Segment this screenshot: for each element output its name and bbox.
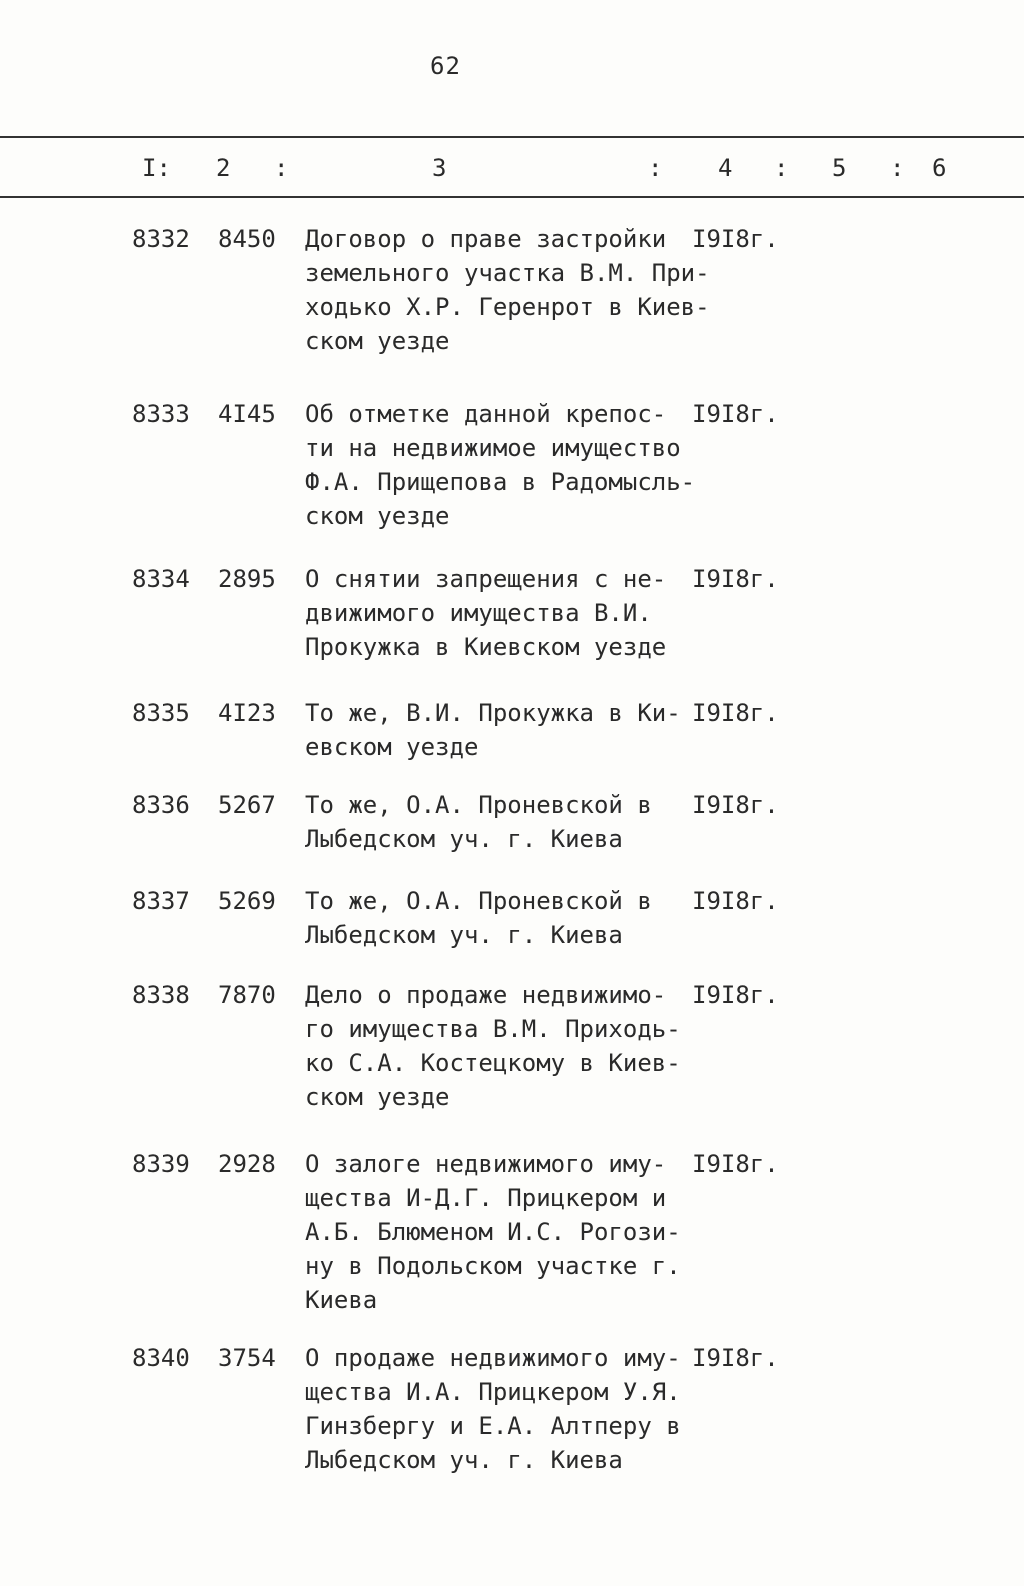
description-line: ском уезде bbox=[305, 502, 450, 530]
record-year: I9I8г. bbox=[692, 400, 779, 428]
header-sep: : bbox=[274, 154, 289, 182]
record-description bbox=[305, 1147, 695, 1317]
record-number: 8333 bbox=[132, 400, 190, 428]
description-line: ти на недвижимое имущество bbox=[305, 434, 681, 462]
description-line: Лыбедском уч. г. Киева bbox=[305, 825, 623, 853]
record-number: 8340 bbox=[132, 1344, 190, 1372]
header-sep: : bbox=[648, 154, 663, 182]
record-year: I9I8г. bbox=[692, 225, 779, 253]
record-number: 8335 bbox=[132, 699, 190, 727]
header-col6: 6 bbox=[932, 154, 947, 182]
old-record-number: 4I45 bbox=[218, 400, 276, 428]
record-number: 8339 bbox=[132, 1150, 190, 1178]
description-line: движимого имущества В.И. bbox=[305, 599, 652, 627]
record-number: 8337 bbox=[132, 887, 190, 915]
record-description bbox=[305, 562, 695, 664]
old-record-number: 8450 bbox=[218, 225, 276, 253]
record-number: 8332 bbox=[132, 225, 190, 253]
description-line: Договор о праве застройки bbox=[305, 225, 667, 253]
record-year: I9I8г. bbox=[692, 887, 779, 915]
description-line: ну в Подольском участке г. bbox=[305, 1252, 681, 1280]
record-year: I9I8г. bbox=[692, 791, 779, 819]
description-line: Лыбедском уч. г. Киева bbox=[305, 921, 623, 949]
header-sep: : bbox=[890, 154, 905, 182]
description-line: земельного участка В.М. При- bbox=[305, 259, 710, 287]
record-year: I9I8г. bbox=[692, 699, 779, 727]
header-sep: : bbox=[774, 154, 789, 182]
description-line: А.Б. Блюменом И.С. Рогози- bbox=[305, 1218, 681, 1246]
description-line: Прокужка в Киевском уезде bbox=[305, 633, 667, 661]
header-col1: I: bbox=[142, 154, 171, 182]
description-line: ском уезде bbox=[305, 1083, 450, 1111]
description-line: Гинзбергу и Е.А. Алтперу в bbox=[305, 1412, 681, 1440]
record-description bbox=[305, 978, 695, 1114]
old-record-number: 4I23 bbox=[218, 699, 276, 727]
old-record-number: 3754 bbox=[218, 1344, 276, 1372]
record-description bbox=[305, 222, 710, 358]
description-line: О залоге недвижимого иму- bbox=[305, 1150, 667, 1178]
old-record-number: 2928 bbox=[218, 1150, 276, 1178]
description-line: щества И-Д.Г. Прицкером и bbox=[305, 1184, 667, 1212]
description-line: О продаже недвижимого иму- bbox=[305, 1344, 681, 1372]
description-line: Киева bbox=[305, 1286, 378, 1314]
header-top-rule bbox=[0, 136, 1024, 138]
header-col3: 3 bbox=[432, 154, 447, 182]
record-number: 8336 bbox=[132, 791, 190, 819]
description-line: ском уезде bbox=[305, 327, 450, 355]
old-record-number: 5269 bbox=[218, 887, 276, 915]
record-year: I9I8г. bbox=[692, 981, 779, 1009]
record-year: I9I8г. bbox=[692, 565, 779, 593]
record-number: 8334 bbox=[132, 565, 190, 593]
page-number: 62 bbox=[430, 52, 461, 80]
old-record-number: 7870 bbox=[218, 981, 276, 1009]
description-line: Дело о продаже недвижимо- bbox=[305, 981, 667, 1009]
description-line: ко С.А. Костецкому в Киев- bbox=[305, 1049, 681, 1077]
header-col5: 5 bbox=[832, 154, 847, 182]
description-line: щества И.А. Прицкером У.Я. bbox=[305, 1378, 681, 1406]
record-description bbox=[305, 884, 695, 952]
description-line: Лыбедском уч. г. Киева bbox=[305, 1446, 623, 1474]
header-col2: 2 bbox=[216, 154, 231, 182]
record-description bbox=[305, 1341, 695, 1477]
header-bottom-rule bbox=[0, 196, 1024, 198]
description-line: евском уезде bbox=[305, 733, 479, 761]
old-record-number: 2895 bbox=[218, 565, 276, 593]
description-line: го имущества В.М. Приходь- bbox=[305, 1015, 681, 1043]
description-line: То же, О.А. Проневской в bbox=[305, 791, 652, 819]
description-line: О снятии запрещения с не- bbox=[305, 565, 667, 593]
description-line: То же, О.А. Проневской в bbox=[305, 887, 652, 915]
description-line: Ф.А. Прищепова в Радомысль- bbox=[305, 468, 696, 496]
record-description bbox=[305, 788, 695, 856]
description-line: Об отметке данной крепос- bbox=[305, 400, 667, 428]
old-record-number: 5267 bbox=[218, 791, 276, 819]
description-line: То же, В.И. Прокужка в Ки- bbox=[305, 699, 681, 727]
record-number: 8338 bbox=[132, 981, 190, 1009]
record-year: I9I8г. bbox=[692, 1344, 779, 1372]
record-year: I9I8г. bbox=[692, 1150, 779, 1178]
record-description bbox=[305, 696, 695, 764]
description-line: ходько Х.Р. Геренрот в Киев- bbox=[305, 293, 710, 321]
record-description bbox=[305, 397, 695, 533]
header-col4: 4 bbox=[718, 154, 733, 182]
